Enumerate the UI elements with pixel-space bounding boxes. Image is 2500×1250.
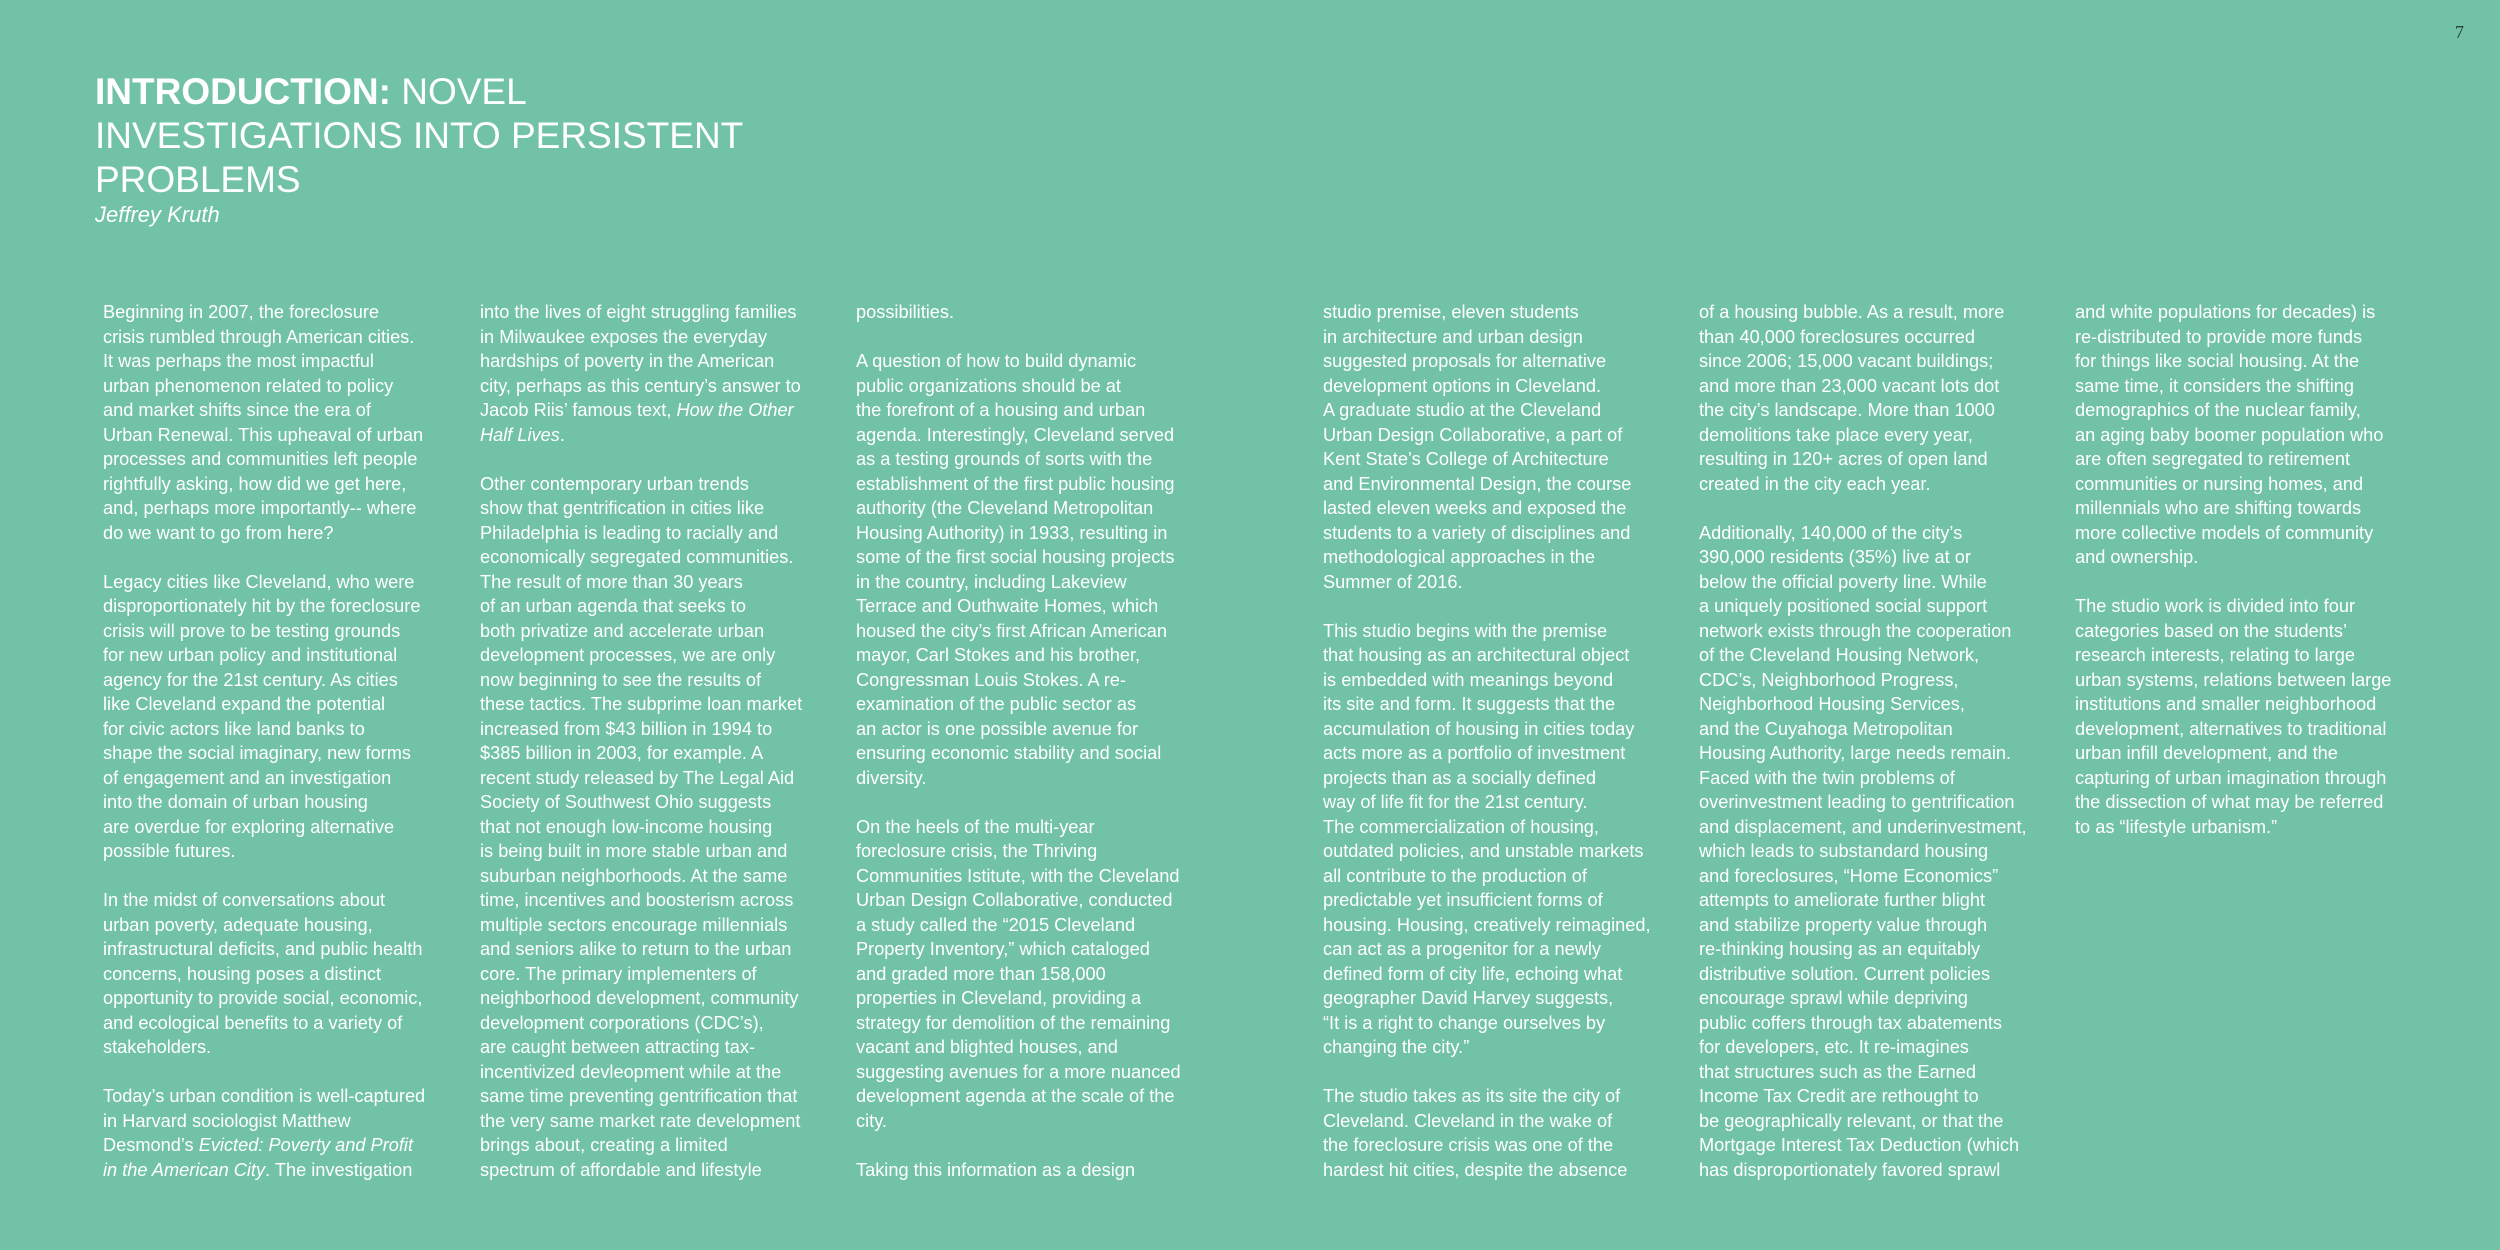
paragraph: possibilities.	[856, 302, 955, 322]
paragraph: The studio work is divided into four categories based on the students’ research interests, relating to large urban systems, relations between large institutions and smaller neighborhood development, alternatives to traditional urban infill development, and the capturing of urban imagination through the dissection of what may be referred to as “lifestyle urbanism.”	[2075, 596, 2392, 837]
paragraph: In the midst of conversations about urban poverty, adequate housing, infrastructural deficits, and public health concerns, housing poses a distinct opportunity to provide social, economic, and ecological benefits to a variety of stakeholders.	[103, 890, 423, 1057]
paragraph: studio premise, eleven students in architecture and urban design suggested proposals for alternative development options in Cleveland. A graduate studio at the Cleveland Urban Design Collaborative, a part of Kent State’s College of Architecture and Environmental Design, the course lasted eleven weeks and exposed the students to a variety of disciplines and methodological approaches in the Summer of 2016.	[1323, 302, 1632, 592]
paragraph: Legacy cities like Cleveland, who were disproportionately hit by the foreclosure crisis will prove to be testing grounds for new urban policy and institutional agency for the 21st century. As cities like Cleveland expand the potential for civic actors like land banks to shape the social imaginary, new forms of engagement and an investigation into the domain of urban housing are overdue for exploring alternative possible futures.	[103, 571, 421, 861]
title-label-bold: INTRODUCTION:	[95, 71, 391, 112]
page-number: 7	[2455, 22, 2464, 42]
paragraph: The studio takes as its site the city of Cleveland. Cleveland in the wake of the foreclosure crisis was one of the hardest hit cities, despite the absence	[1323, 1086, 1628, 1180]
author-byline: Jeffrey Kruth	[95, 202, 220, 227]
text-column-5	[1699, 300, 2069, 1182]
paragraph-text: . The investigation	[265, 1159, 413, 1180]
paragraph: Additionally, 140,000 of the city’s 390,000 residents (35%) live at or below the official poverty line. While a uniquely positioned social support network exists through the cooperation of the Cleveland Housing Network, CDC’s, Neighborhood Progress, Neighborhood Housing Services, and the Cuyahoga Metropolitan Housing Authority, large needs remain. Faced with the twin problems of overinvestment leading to gentrification and displacement, and underinvestment, which leads to substandard housing and foreclosures, “Home Economics” attempts to ameliorate further blight and stabilize property value through re-thinking housing as an equitably distributive solution. Current policies encourage sprawl while depriving public coffers through tax abatements for developers, etc. It re-imagines that structures such as the Earned Income Tax Credit are rethought to be geographically relevant, or that the Mortgage Interest Tax Deduction (which has disproportionately favored sprawl	[1699, 522, 2027, 1180]
paragraph: of a housing bubble. As a result, more than 40,000 foreclosures occurred since 2006; 15,000 vacant buildings; and more than 23,000 vacant lots dot the city’s landscape. More than 1000 demolitions take place every year, resulting in 120+ acres of open land created in the city each year.	[1699, 302, 2005, 494]
text-column-1	[103, 300, 468, 1182]
paragraph	[480, 300, 845, 447]
paragraph: A question of how to build dynamic public organizations should be at the forefront of a housing and urban agenda. Interestingly, Cleveland served as a testing grounds of sorts with the establishment of the first public housing authority (the Cleveland Metropolitan Housing Authority) in 1933, resulting in some of the first social housing projects in the country, including Lakeview Terrace and Outhwaite Homes, which housed the city’s first African American mayor, Carl Stokes and his brother, Congressman Louis Stokes. A re- examination of the public sector as an actor is one possible avenue for ensuring economic stability and social diversity.	[856, 351, 1175, 788]
title-line-2: INVESTIGATIONS INTO PERSISTENT	[95, 115, 744, 156]
text-column-2	[480, 300, 845, 1182]
book-title-other-half: How the Other Half Lives	[480, 400, 794, 445]
title-line-3: PROBLEMS	[95, 159, 301, 200]
paragraph-text: into the lives of eight struggling families in Milwaukee exposes the everyday hardships of poverty in the American city, perhaps as this century’s answer to Jacob Riis’ famous text,	[480, 302, 801, 420]
article-header	[95, 70, 815, 228]
title-line-1-rest: NOVEL	[401, 71, 527, 112]
article-title	[95, 70, 815, 202]
paragraph: Beginning in 2007, the foreclosure crisis rumbled through American cities. It was perhaps the most impactful urban phenomenon related to policy and market shifts since the era of Urban Renewal. This upheaval of urban processes and communities left people rightfully asking, how did we get here, and, perhaps more importantly-- where do we want to go from here?	[103, 302, 424, 543]
paragraph: Taking this information as a design	[856, 1159, 1136, 1180]
text-column-6	[2075, 300, 2440, 839]
text-column-4	[1323, 300, 1688, 1182]
paragraph-text: .	[559, 424, 565, 445]
book-title-evicted: Evicted: Poverty and Profit in the American City	[103, 1135, 414, 1180]
text-column-3	[856, 300, 1221, 1182]
paragraph: and white populations for decades) is re-distributed to provide more funds for things like social housing. At the same time, it considers the shifting demographics of the nuclear family, an aging baby boomer population who are often segregated to retirement communities or nursing homes, and millennials who are shifting towards more collective models of community and ownership.	[2075, 302, 2384, 567]
paragraph: This studio begins with the premise that housing as an architectural object is embedded with meanings beyond its site and form. It suggests that the accumulation of housing in cities today acts more as a portfolio of investment projects than as a socially defined way of life fit for the 21st century. The commercialization of housing, outdated policies, and unstable markets all contribute to the production of predictable yet insufficient forms of housing. Housing, creatively reimagined, can act as a progenitor for a newly defined form of city life, echoing what geographer David Harvey suggests, “It is a right to change ourselves by changing the city.”	[1323, 620, 1651, 1057]
paragraph	[103, 1084, 468, 1182]
paragraph-text: Today’s urban condition is well-captured in Harvard sociologist Matthew Desmond’s	[103, 1086, 426, 1155]
paragraph: On the heels of the multi-year foreclosure crisis, the Thriving Communities Istitute, with the Cleveland Urban Design Collaborative, conducted a study called the “2015 Cleveland Property Inventory,” which cataloged and graded more than 158,000 properties in Cleveland, providing a strategy for demolition of the remaining vacant and blighted houses, and suggesting avenues for a more nuanced development agenda at the scale of the city.	[856, 816, 1181, 1131]
paragraph: Other contemporary urban trends show that gentrification in cities like Philadelphia is leading to racially and economically segregated communities. The result of more than 30 years of an urban agenda that seeks to both privatize and accelerate urban development processes, we are only now beginning to see the results of these tactics. The subprime loan market increased from $43 billion in 1994 to $385 billion in 2003, for example. A recent study released by The Legal Aid Society of Southwest Ohio suggests that not enough low-income housing is being built in more stable urban and suburban neighborhoods. At the same time, incentives and boosterism across multiple sectors encourage millennials and seniors alike to return to the urban core. The primary implementers of neighborhood development, community development corporations (CDC’s), are caught between attracting tax- incentivized devleopment while at the same time preventing gentrification that the very same market rate development brings about, creating a limited spectrum of affordable and lifestyle	[480, 473, 803, 1180]
